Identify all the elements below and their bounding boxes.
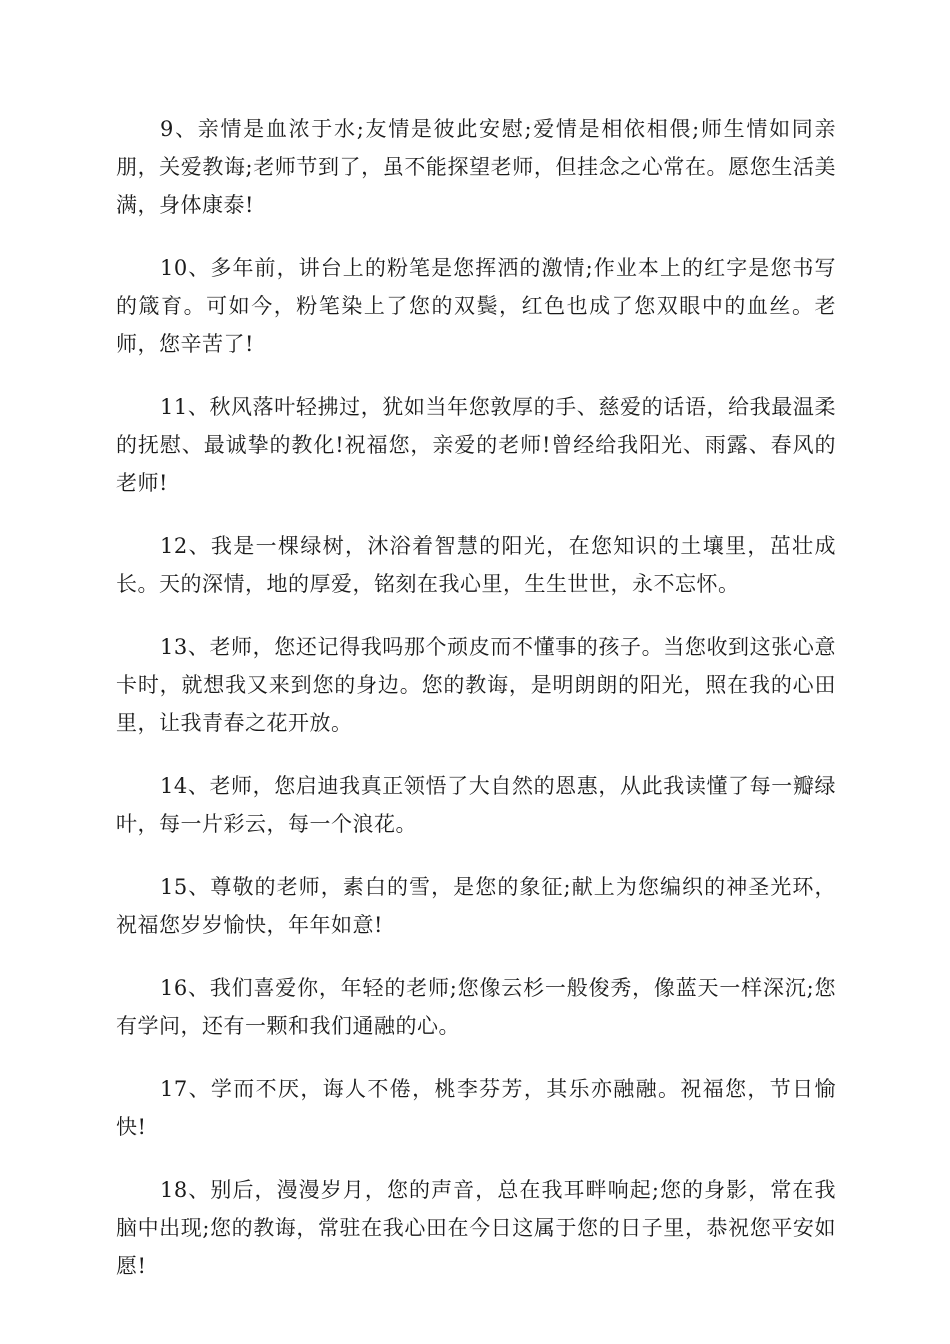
paragraph-9: 9、亲情是血浓于水;友情是彼此安慰;爱情是相依相偎;师生情如同亲朋，关爱教诲;老师节到了，虽不能探望老师，但挂念之心常在。愿您生活美满，身体康泰! (116, 117, 836, 217)
paragraph-15: 15、尊敬的老师，素白的雪，是您的象征;献上为您编织的神圣光环，祝福您岁岁愉快，年年如意! (116, 875, 836, 937)
paragraph-11: 11、秋风落叶轻拂过，犹如当年您敦厚的手、慈爱的话语，给我最温柔的抚慰、最诚挚的教化!祝福您，亲爱的老师!曾经给我阳光、雨露、春风的老师! (116, 395, 836, 495)
paragraph-14: 14、老师，您启迪我真正领悟了大自然的恩惠，从此我读懂了每一瓣绿叶，每一片彩云，每一个浪花。 (116, 774, 836, 836)
paragraph-10: 10、多年前，讲台上的粉笔是您挥洒的激情;作业本上的红字是您书写的箴育。可如今，粉笔染上了您的双鬓，红色也成了您双眼中的血丝。老师，您辛苦了! (116, 256, 836, 356)
paragraph-12: 12、我是一棵绿树，沐浴着智慧的阳光，在您知识的土壤里，茁壮成长。天的深情，地的厚爱，铭刻在我心里，生生世世，永不忘怀。 (116, 534, 836, 596)
document-body (116, 110, 836, 1310)
paragraph-16: 16、我们喜爱你，年轻的老师;您像云杉一般俊秀，像蓝天一样深沉;您有学问，还有一颗和我们通融的心。 (116, 976, 836, 1038)
paragraph-17: 17、学而不厌，诲人不倦，桃李芬芳，其乐亦融融。祝福您，节日愉快! (116, 1077, 836, 1139)
paragraph-18: 18、别后，漫漫岁月，您的声音，总在我耳畔响起;您的身影，常在我脑中出现;您的教诲，常驻在我心田在今日这属于您的日子里，恭祝您平安如愿! (116, 1178, 836, 1278)
paragraph-13: 13、老师，您还记得我吗那个顽皮而不懂事的孩子。当您收到这张心意卡时，就想我又来到您的身边。您的教诲，是明朗朗的阳光，照在我的心田里，让我青春之花开放。 (116, 635, 836, 735)
